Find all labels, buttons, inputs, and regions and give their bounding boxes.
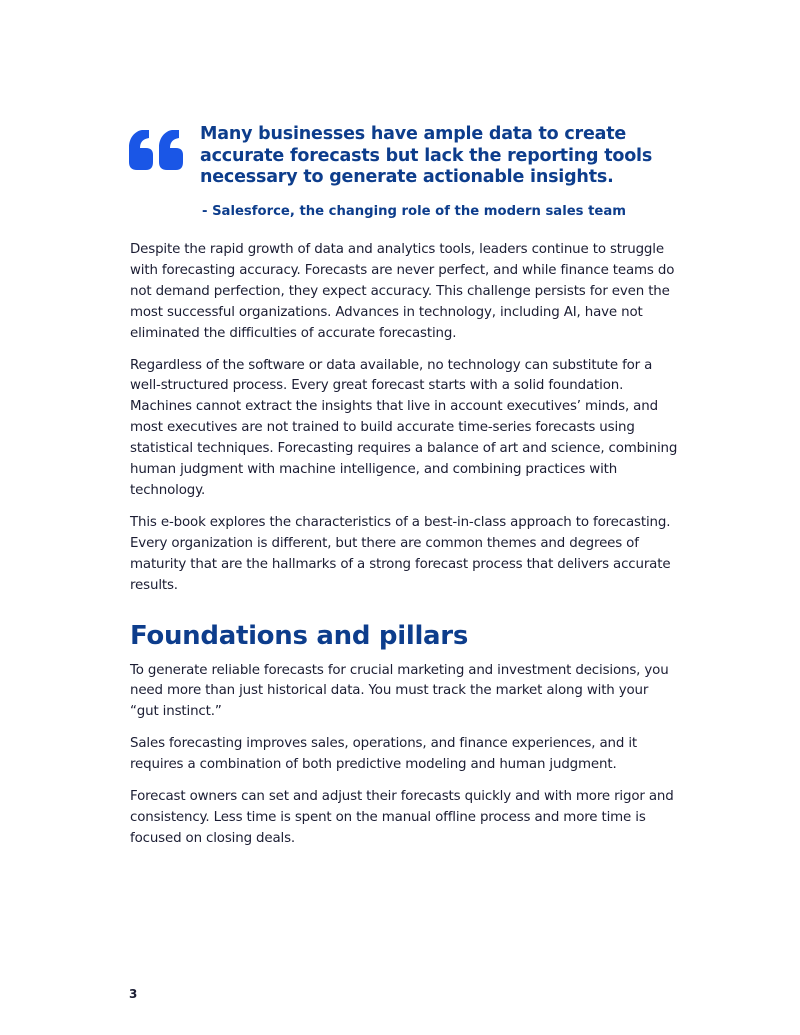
body-content [130,240,678,861]
intro-paragraph: Regardless of the software or data available, no technology can substitute for a well-structured process. Every great forecast starts with a solid foundation. Machines cannot extract the insights that live in account executives’ minds, and most executives are not trained to build accurate time-series forecasts using statistical techniques. Forecasting requires a balance of art and science, combining human judgment with machine intelligence, and combining practices with technology. [130,357,678,498]
intro-paragraph: This e-book explores the characteristics of a best-in-class approach to forecasting. Every organization is different, but there are common themes and degrees of maturity that are the hallmarks of a strong forecast process that delivers accurate results. [130,514,671,593]
page-number: 3 [129,987,138,1001]
quote-attribution: - Salesforce, the changing role of the modern sales team [202,204,626,219]
section-paragraph: Forecast owners can set and adjust their forecasts quickly and with more rigor and consistency. Less time is spent on the manual offline process and more time is focused on closing deals. [130,789,674,846]
quote-mark-icon [129,128,185,172]
section-heading: Foundations and pillars [130,620,468,651]
section-paragraph: To generate reliable forecasts for crucial marketing and investment decisions, you need more than just historical data. You must track the market along with your “gut instinct.” [130,662,669,720]
intro-paragraph: Despite the rapid growth of data and analytics tools, leaders continue to struggle with forecasting accuracy. Forecasts are never perfect, and while finance teams do not demand perfection, they expect accuracy. This challenge persists for even the most successful organizations. Advances in technology, including AI, have not eliminated the difficulties of accurate forecasting. [130,242,675,341]
section-paragraph: Sales forecasting improves sales, operations, and finance experiences, and it requires a combination of both predictive modeling and human judgment. [130,736,637,773]
quote-text: Many businesses have ample data to create accurate forecasts but lack the reporting tools necessary to generate actionable insights. [200,124,653,187]
